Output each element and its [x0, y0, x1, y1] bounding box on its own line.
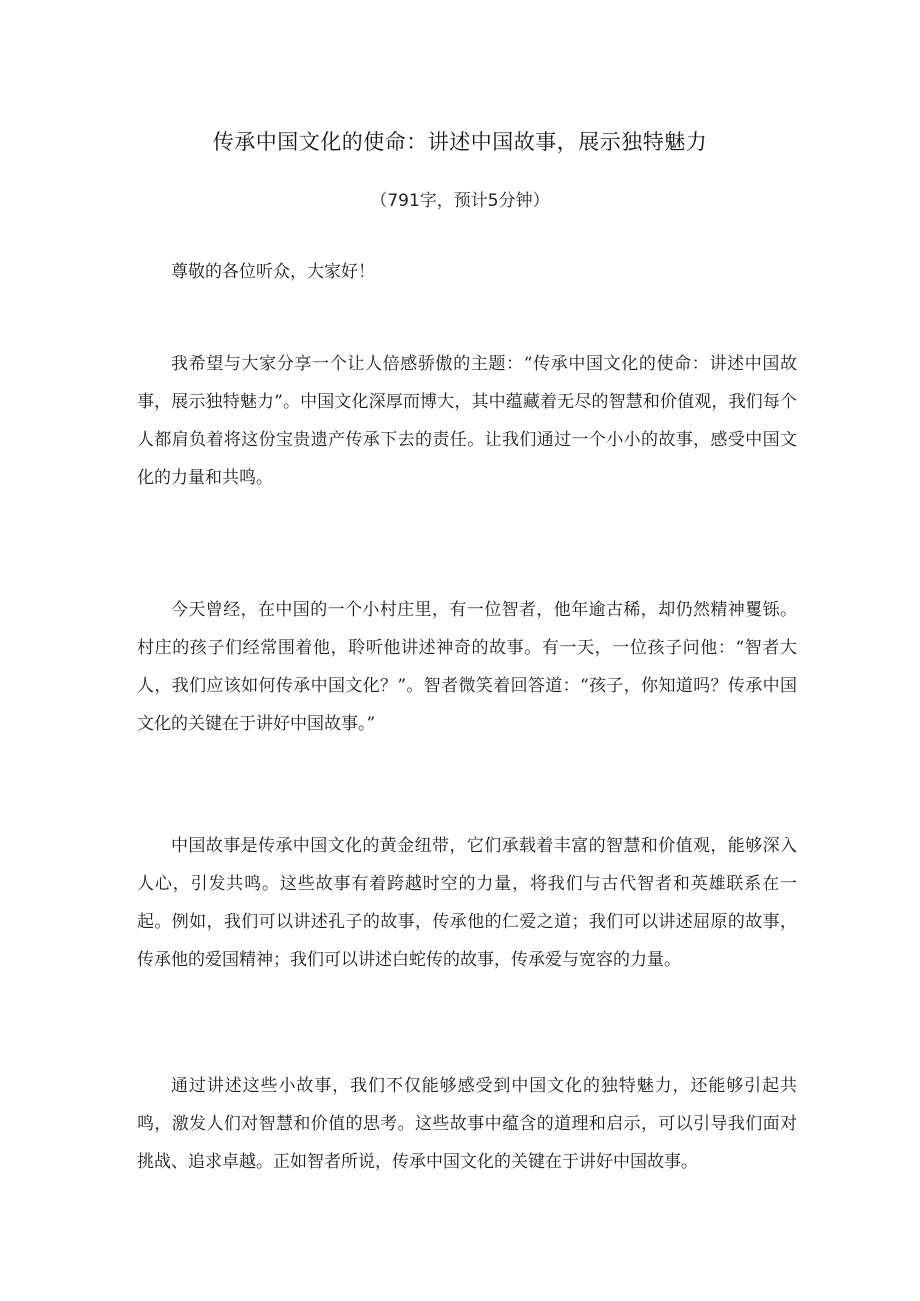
body-paragraph: 我希望与大家分享一个让人倍感骄傲的主题：“传承中国文化的使命：讲述中国故事，展示独特魅力”。中国文化深厚而博大，其中蕴藏着无尽的智慧和价值观，我们每个人都肩负着将这份宝贵遗产传承下去的责任。让我们通过一个小小的故事，感受中国文化的力量和共鸣。 — [137, 354, 797, 488]
page-title: 传承中国文化的使命：讲述中国故事，展示独特魅力 — [212, 130, 708, 154]
body-paragraph: 中国故事是传承中国文化的黄金纽带，它们承载着丰富的智慧和价值观，能够深入人心，引发共鸣。这些故事有着跨越时空的力量，将我们与古代智者和英雄联系在一起。例如，我们可以讲述孔子的故事，传承他的仁爱之道；我们可以讲述屈原的故事，传承他的爱国精神；我们可以讲述白蛇传的故事，传承爱与宽容的力量。 — [137, 836, 797, 970]
word-count-meta: （791字，预计5分钟） — [370, 191, 550, 211]
body-paragraph: 今天曾经，在中国的一个小村庄里，有一位智者，他年逾古稀，却仍然精神矍铄。村庄的孩子们经常围着他，聆听他讲述神奇的故事。有一天，一位孩子问他：“智者大人，我们应该如何传承中国文化？”。智者微笑着回答道：“孩子，你知道吗？传承中国文化的关键在于讲好中国故事。” — [137, 600, 797, 734]
body-paragraph: 通过讲述这些小故事，我们不仅能够感受到中国文化的独特魅力，还能够引起共鸣，激发人们对智慧和价值的思考。这些故事中蕴含的道理和启示，可以引导我们面对挑战、追求卓越。正如智者所说，传承中国文化的关键在于讲好中国故事。 — [137, 1076, 797, 1172]
greeting-paragraph: 尊敬的各位听众，大家好！ — [171, 262, 375, 282]
